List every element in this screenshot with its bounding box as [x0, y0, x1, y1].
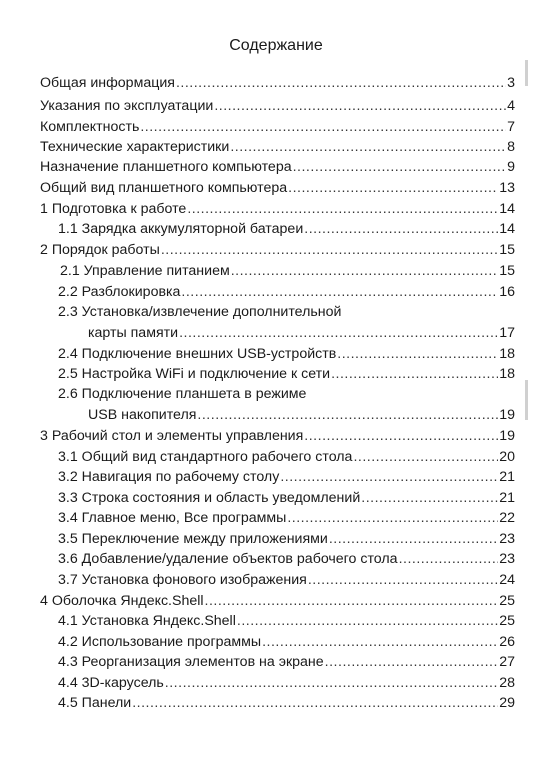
scan-edge-mark [525, 60, 528, 86]
toc-entry-label: 4.5 Панели [58, 695, 132, 711]
toc-entry-title-line: 2.6 Подключение планшета в режиме [58, 386, 307, 402]
toc-entry-label: Назначение планшетного компьютера [40, 159, 292, 175]
toc-dot-leader [132, 693, 498, 713]
toc-entry [58, 282, 515, 302]
toc-dot-leader [331, 364, 498, 384]
toc-page-number: 14 [499, 221, 515, 237]
toc-entry [58, 488, 515, 508]
toc-dot-leader [329, 529, 498, 549]
toc-entry [58, 364, 515, 384]
toc-page-number: 21 [499, 469, 515, 485]
toc-page-number: 27 [499, 654, 515, 670]
toc-page-number: 16 [499, 284, 515, 300]
toc-entry [58, 344, 515, 364]
toc-entry-label: 2.4 Подключение внешних USB-устройств [58, 346, 337, 362]
toc-entry [58, 529, 515, 549]
toc-page-number: 19 [499, 428, 515, 444]
toc-entry-label: 4.4 3D-карусель [58, 675, 164, 691]
toc-page-number: 25 [499, 613, 515, 629]
toc-page-number: 28 [499, 675, 515, 691]
toc-page-number: 19 [499, 407, 515, 423]
toc-dot-leader [214, 96, 506, 116]
toc-entry-label: 2 Порядок работы [40, 242, 160, 258]
toc-entry [40, 199, 515, 219]
toc-dot-leader [304, 219, 498, 239]
toc-entry-label: 2.2 Разблокировка [58, 284, 181, 300]
toc-page-number: 15 [499, 263, 515, 279]
toc-dot-leader [280, 467, 498, 487]
toc-entry [58, 652, 515, 672]
toc-entry-label: 3.3 Строка состояния и область уведомлений [58, 490, 361, 506]
toc-entry-label: Общий вид планшетного компьютера [40, 180, 288, 196]
toc-page-number: 9 [507, 159, 515, 175]
toc-page-number: 8 [507, 139, 515, 155]
toc-entry-label: 3.6 Добавление/удаление объектов рабочего стола [58, 551, 398, 567]
toc-page-number: 14 [499, 201, 515, 217]
toc-page-number: 23 [499, 551, 515, 567]
toc-entry [40, 240, 515, 260]
toc-page-number: 18 [499, 366, 515, 382]
toc-page-number: 17 [499, 325, 515, 341]
toc-page-number: 18 [499, 346, 515, 362]
toc-dot-leader [181, 282, 498, 302]
toc-entry-label: 3.4 Главное меню, Все программы [58, 510, 287, 526]
toc-page-number: 23 [499, 531, 515, 547]
toc-entry-label: 1 Подготовка к работе [40, 201, 187, 217]
toc-dot-leader [179, 323, 498, 343]
toc-page-number: 21 [499, 490, 515, 506]
toc-dot-leader [176, 73, 506, 93]
toc-entry [40, 117, 515, 137]
toc-dot-leader [230, 137, 506, 157]
toc-entry-label: 2.1 Управление питанием [60, 263, 230, 279]
toc-dot-leader [165, 673, 498, 693]
toc-dot-leader [293, 157, 507, 177]
scan-edge-mark [525, 380, 528, 420]
toc-dot-leader [361, 488, 498, 508]
toc-dot-leader [205, 591, 499, 611]
toc-entry [58, 219, 515, 239]
toc-entry [40, 73, 515, 93]
toc-dot-leader [187, 199, 498, 219]
toc-entry [40, 157, 515, 177]
toc-entry-label: 4.1 Установка Яндекс.Shell [58, 613, 236, 629]
toc-dot-leader [337, 344, 498, 364]
toc-page-number: 7 [507, 119, 515, 135]
toc-entry-label: 3.5 Переключение между приложениями [58, 531, 328, 547]
toc-entry [58, 447, 515, 467]
toc-dot-leader [161, 240, 498, 260]
toc-dot-leader [353, 447, 498, 467]
toc-page-number: 15 [499, 242, 515, 258]
toc-entry [40, 426, 515, 446]
toc-entry [40, 96, 515, 116]
toc-entry-label: 4 Оболочка Яндекс.Shell [40, 593, 204, 609]
toc-entry [58, 467, 515, 487]
toc-page-number: 13 [499, 180, 515, 196]
page-title: Содержание [229, 37, 323, 54]
toc-dot-leader [325, 652, 499, 672]
toc-entry-label: 4.2 Использование программы [58, 634, 262, 650]
toc-entry-label: 3.7 Установка фонового изображения [58, 572, 307, 588]
toc-dot-leader [197, 405, 498, 425]
toc-entry-label: Технические характеристики [40, 139, 230, 155]
toc-page-number: 20 [499, 449, 515, 465]
toc-entry [60, 261, 515, 281]
toc-page-number: 4 [507, 98, 515, 114]
toc-entry [88, 323, 515, 343]
toc-entry-title-line: 2.3 Установка/извлечение дополнительной [58, 304, 342, 320]
toc-entry-label: 1.1 Зарядка аккумуляторной батареи [58, 221, 304, 237]
toc-page-number: 22 [499, 510, 515, 526]
toc-dot-leader [231, 261, 499, 281]
toc-page-number: 25 [499, 593, 515, 609]
toc-entry-label: карты памяти [88, 325, 179, 341]
toc-dot-leader [308, 570, 498, 590]
toc-page-number: 29 [499, 695, 515, 711]
toc-entry-label: Комплектность [40, 119, 140, 135]
toc-entry [58, 611, 515, 631]
toc-entry-label: Общая информация [40, 75, 175, 91]
toc-dot-leader [288, 178, 498, 198]
toc-entry-label: 4.3 Реорганизация элементов на экране [58, 654, 324, 670]
toc-entry [58, 673, 515, 693]
toc-page-number: 24 [499, 572, 515, 588]
toc-dot-leader [304, 426, 498, 446]
toc-entry [40, 178, 515, 198]
toc-entry [58, 632, 515, 652]
toc-entry-label: USB накопителя [88, 407, 197, 423]
toc-entry [40, 591, 515, 611]
toc-entry [58, 508, 515, 528]
toc-dot-leader [287, 508, 498, 528]
toc-dot-leader [140, 117, 506, 137]
toc-entry [58, 549, 515, 569]
toc-dot-leader [262, 632, 498, 652]
toc-page-number: 26 [499, 634, 515, 650]
toc-entry-label: 2.5 Настройка WiFi и подключение к сети [58, 366, 331, 382]
toc-entry [40, 137, 515, 157]
toc-dot-leader [237, 611, 498, 631]
toc-entry [88, 405, 515, 425]
toc-entry-label: 3 Рабочий стол и элементы управления [40, 428, 304, 444]
toc-entry [58, 570, 515, 590]
toc-page-number: 3 [507, 75, 515, 91]
toc-entry-label: Указания по эксплуатации [40, 98, 214, 114]
toc-entry-label: 3.1 Общий вид стандартного рабочего стола [58, 449, 353, 465]
toc-entry [58, 693, 515, 713]
toc-entry-label: 3.2 Навигация по рабочему столу [58, 469, 280, 485]
toc-dot-leader [399, 549, 499, 569]
